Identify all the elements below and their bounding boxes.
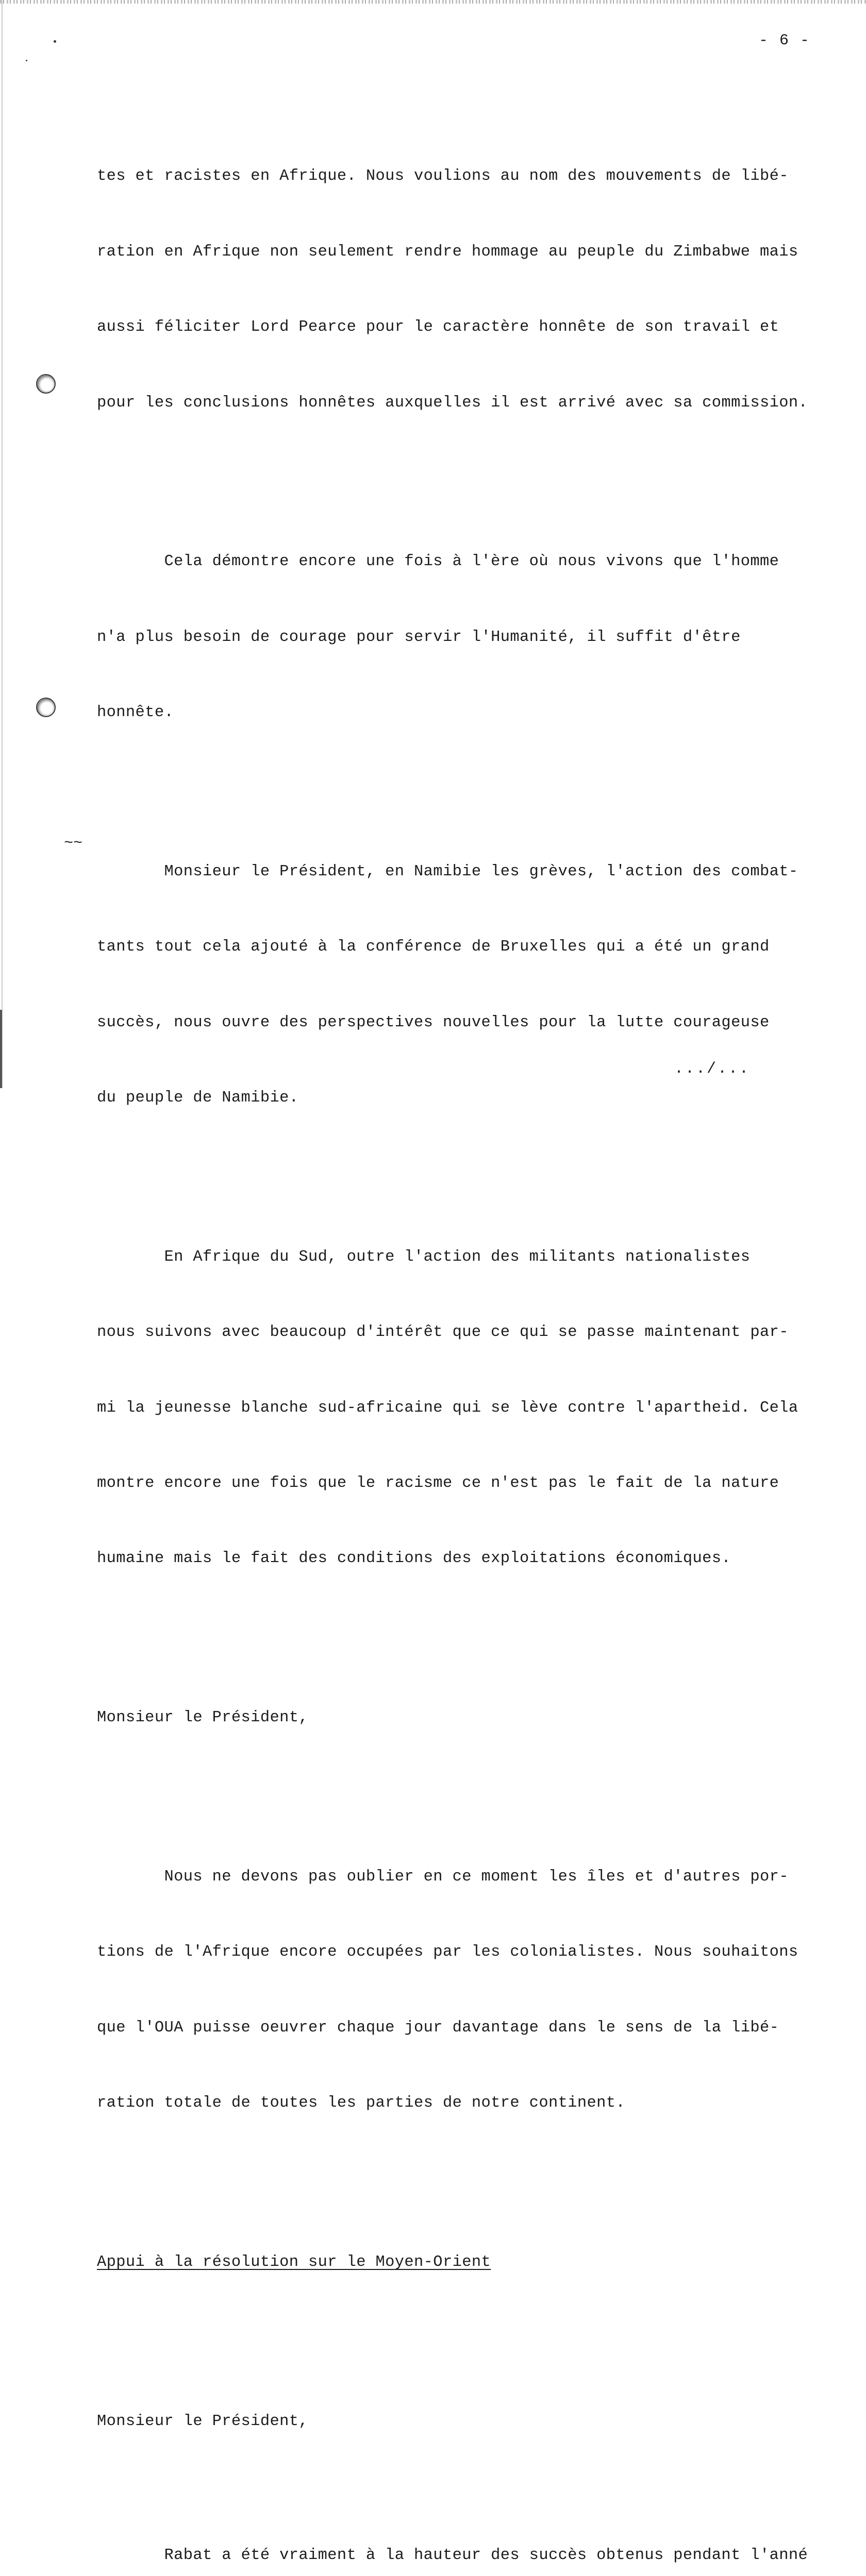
text-line: honnête. [97, 704, 174, 722]
text-line: pour les conclusions honnêtes auxquelles il est arrivé avec sa commission. [97, 394, 808, 412]
text-line: nous suivons avec beaucoup d'intérêt que ce qui se passe maintenant par- [97, 1324, 789, 1342]
text-line: En Afrique du Sud, outre l'action des militants nationalistes [97, 1248, 751, 1266]
text-line: Monsieur le Président, en Namibie les grèves, l'action des combat- [97, 862, 798, 880]
text-line: ration totale de toutes les parties de notre continent. [97, 2094, 626, 2112]
text-line: Rabat a été vraiment à la hauteur des succès obtenus pendant l'anné [97, 2546, 808, 2564]
scan-bottom-left-edge [0, 1010, 2, 1088]
text-line: que l'OUA puisse oeuvrer chaque jour davantage dans le sens de la libé- [97, 2019, 779, 2037]
punch-hole-top [36, 374, 56, 394]
salutation: Monsieur le Président, [97, 1709, 309, 1727]
scan-top-edge [0, 0, 866, 4]
ink-speck [26, 60, 27, 61]
text-line: tions de l'Afrique encore occupées par les colonialistes. Nous souhaitons [97, 1943, 798, 1961]
text-line: n'a plus besoin de courage pour servir l'Humanité, il suffit d'être [97, 628, 741, 646]
text-line: aussi féliciter Lord Pearce pour le caractère honnête de son travail et [97, 318, 779, 336]
handwritten-margin-mark: ~~ [64, 835, 83, 852]
text-line: du peuple de Namibie. [97, 1089, 299, 1107]
ink-speck [54, 40, 56, 43]
page-number: - 6 - [759, 32, 811, 49]
text-line: humaine mais le fait des conditions des exploitations économiques. [97, 1550, 731, 1568]
salutation: Monsieur le Président, [97, 2412, 309, 2430]
text-line: tes et racistes en Afrique. Nous voulions au nom des mouvements de libé- [97, 167, 789, 185]
text-line: Cela démontre encore une fois à l'ère où nous vivons que l'homme [97, 553, 779, 571]
continuation-mark: .../... [674, 1060, 751, 1078]
text-line: montre encore une fois que le racisme ce n'est pas le fait de la nature [97, 1475, 779, 1493]
section-heading: Appui à la résolution sur le Moyen-Orient [97, 2253, 491, 2271]
text-line: tants tout cela ajouté à la conférence de Bruxelles qui a été un grand [97, 938, 770, 956]
text-line: mi la jeunesse blanche sud-africaine qui se lève contre l'apartheid. Cela [97, 1399, 798, 1417]
text-line: ration en Afrique non seulement rendre hommage au peuple du Zimbabwe mais [97, 243, 798, 261]
punch-hole-bottom [36, 698, 56, 717]
text-line: Nous ne devons pas oublier en ce moment les îles et d'autres por- [97, 1868, 789, 1886]
body-text [97, 89, 860, 2576]
scan-left-edge [2, 0, 3, 1088]
text-line: succès, nous ouvre des perspectives nouvelles pour la lutte courageuse [97, 1013, 770, 1031]
